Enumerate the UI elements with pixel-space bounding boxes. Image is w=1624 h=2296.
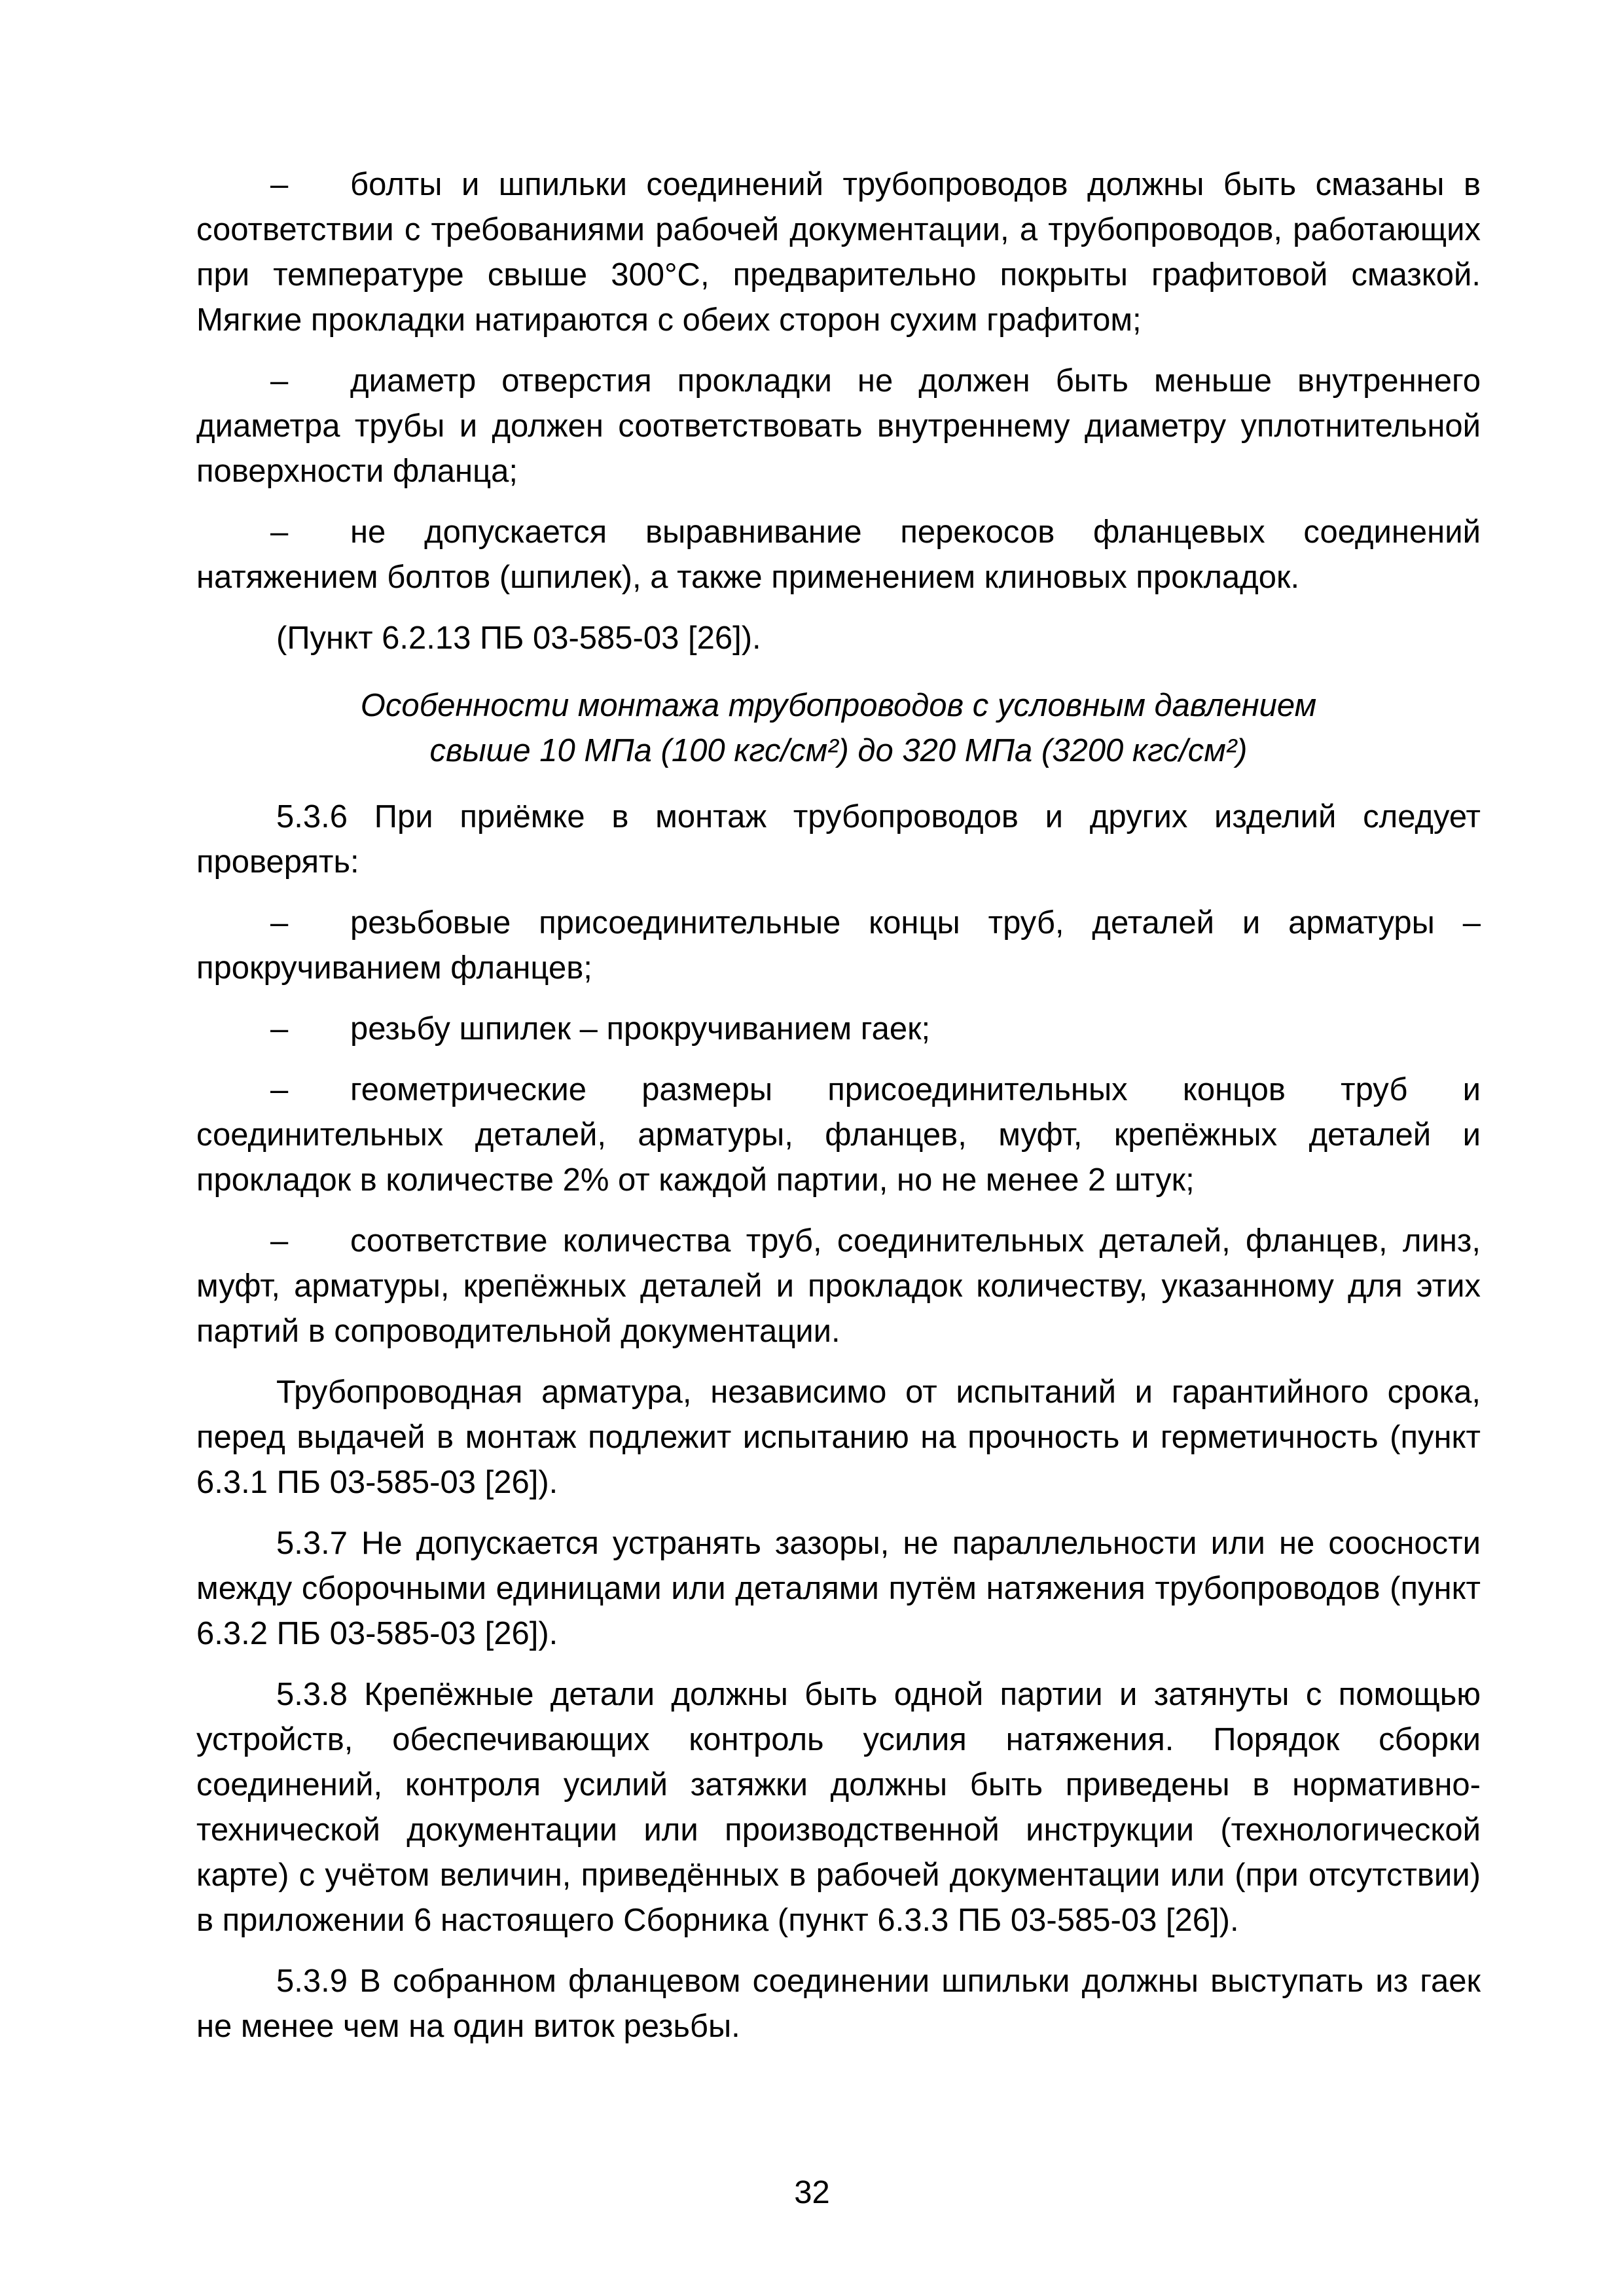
bullet-text: диаметр отверстия прокладки не должен быть меньше внутреннего диаметра трубы и должен соответствовать внутреннему диаметру уплотнительной поверхности фланца; bbox=[196, 363, 1481, 489]
bullet-text: болты и шпильки соединений трубопроводов должны быть смазаны в соответствии с требованиями рабочей документации, а трубопроводов, работающих при температуре свыше 300°С, предварительно покрыты графитовой смазкой. Мягкие прокладки натираются с обеих сторон сухим графитом; bbox=[196, 167, 1481, 338]
heading-line: Особенности монтажа трубопроводов с условным давлением bbox=[360, 688, 1317, 723]
paragraph-5-3-9: 5.3.9 В собранном фланцевом соединении шпильки должны выступать из гаек не менее чем на один виток резьбы. bbox=[196, 1964, 1481, 2044]
bullet-dash: – bbox=[270, 1011, 289, 1047]
bullet-item bbox=[196, 1007, 1481, 1052]
bullet-text: геометрические размеры присоединительных концов труб и соединительных деталей, арматуры, фланцев, муфт, крепёжных деталей и прокладок в количестве 2% от каждой партии, но не менее 2 штук; bbox=[196, 1072, 1481, 1198]
bullet-item bbox=[196, 359, 1481, 494]
heading-line: свыше 10 МПа (100 кгс/см²) до 320 МПа (3200 кгс/см²) bbox=[429, 733, 1248, 768]
bullet-item bbox=[196, 162, 1481, 343]
bullet-dash: – bbox=[270, 1072, 289, 1107]
bullet-dash: – bbox=[270, 1223, 289, 1259]
bullet-text: соответствие количества труб, соединительных деталей, фланцев, линз, муфт, арматуры, крепёжных деталей и прокладок количеству, указанному для этих партий в сопроводительной документации. bbox=[196, 1223, 1481, 1349]
bullet-dash: – bbox=[270, 167, 289, 202]
bullet-text: резьбовые присоединительные концы труб, деталей и арматуры – прокручиванием фланцев; bbox=[196, 905, 1481, 986]
paragraph-armature: Трубопроводная арматура, независимо от испытаний и гарантийного срока, перед выдачей в монтаж подлежит испытанию на прочность и герметичность (пункт 6.3.1 ПБ 03-585-03 [26]). bbox=[196, 1374, 1481, 1500]
bullet-item bbox=[196, 510, 1481, 600]
bullet-item bbox=[196, 901, 1481, 991]
bullet-item bbox=[196, 1219, 1481, 1354]
bullet-dash: – bbox=[270, 363, 289, 399]
section-heading bbox=[196, 683, 1481, 774]
reference-paragraph: (Пункт 6.2.13 ПБ 03-585-03 [26]). bbox=[276, 620, 761, 656]
page-body bbox=[196, 162, 1481, 2065]
paragraph-5-3-8: 5.3.8 Крепёжные детали должны быть одной партии и затянуты с помощью устройств, обеспечивающих контроль усилия натяжения. Порядок сборки соединений, контроля усилий затяжки должны быть приведены в нормативно-технической документации или производственной инструкции (технологической карте) с учётом величин, приведённых в рабочей документации или (при отсутствии) в приложении 6 настоящего Сборника (пункт 6.3.3 ПБ 03-585-03 [26]). bbox=[196, 1677, 1481, 1938]
paragraph-5-3-7: 5.3.7 Не допускается устранять зазоры, не параллельности или не соосности между сборочными единицами или деталями путём натяжения трубопроводов (пункт 6.3.2 ПБ 03-585-03 [26]). bbox=[196, 1526, 1481, 1651]
paragraph-5-3-6: 5.3.6 При приёмке в монтаж трубопроводов и других изделий следует проверять: bbox=[196, 799, 1481, 880]
bullet-text: резьбу шпилек – прокручиванием гаек; bbox=[350, 1011, 931, 1047]
page-number: 32 bbox=[794, 2175, 830, 2210]
bullet-item bbox=[196, 1067, 1481, 1203]
bullet-text: не допускается выравнивание перекосов фланцевых соединений натяжением болтов (шпилек), а также применением клиновых прокладок. bbox=[196, 514, 1481, 595]
bullet-dash: – bbox=[270, 514, 289, 550]
bullet-dash: – bbox=[270, 905, 289, 941]
